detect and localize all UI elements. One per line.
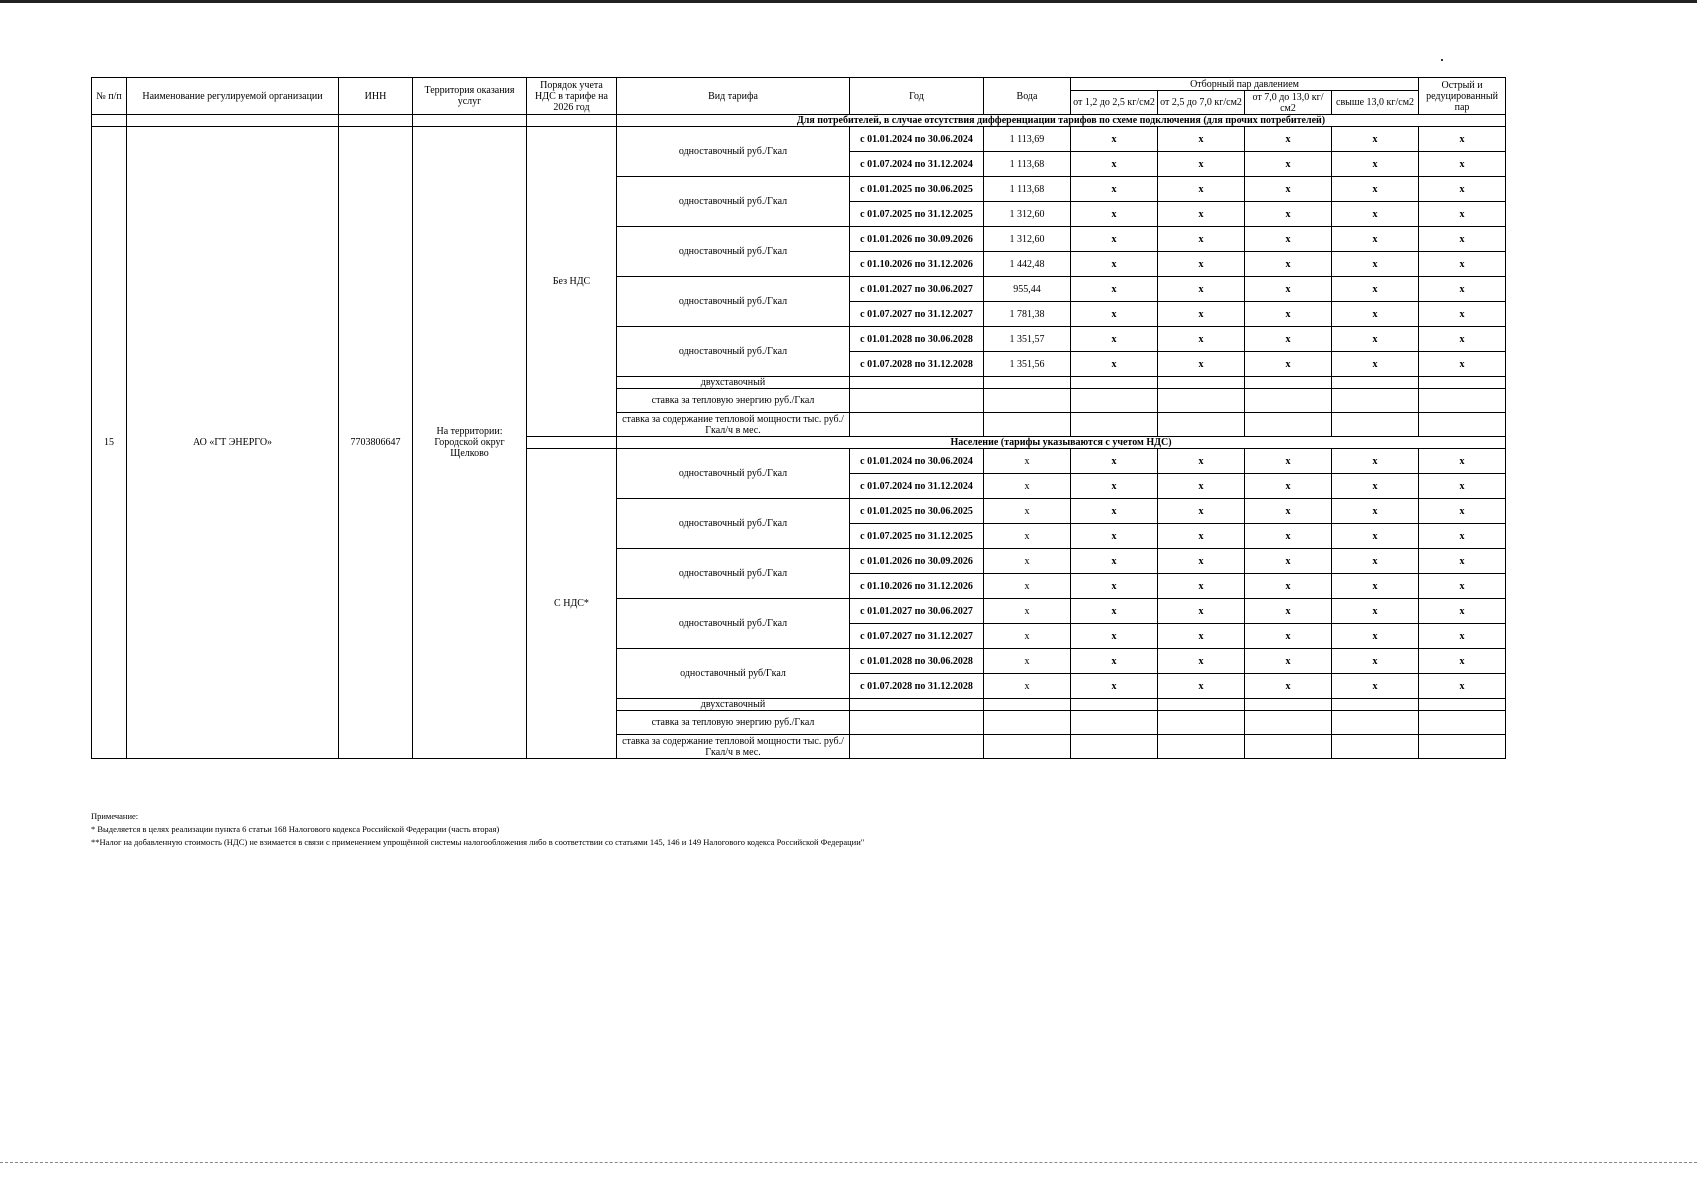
- x-mark: x: [1332, 524, 1419, 549]
- empty-cell: [1245, 699, 1332, 711]
- section-vat-cell: [527, 437, 617, 449]
- tariff-name: одноставочный руб./Гкал: [617, 127, 850, 177]
- header-steam-2: от 2,5 до 7,0 кг/см2: [1158, 91, 1245, 115]
- empty-cell: [1245, 711, 1332, 735]
- x-mark: x: [1071, 302, 1158, 327]
- x-mark: x: [1332, 127, 1419, 152]
- x-mark: x: [1419, 252, 1506, 277]
- period-cell: с 01.01.2025 по 30.06.2025: [850, 177, 984, 202]
- section-territory-cell: [413, 115, 527, 127]
- empty-cell: [850, 735, 984, 759]
- header-steam-1: от 1,2 до 2,5 кг/см2: [1071, 91, 1158, 115]
- empty-cell: [1332, 389, 1419, 413]
- x-mark: x: [1071, 227, 1158, 252]
- x-mark: x: [1419, 549, 1506, 574]
- header-vat-order: Порядок учета НДС в тарифе на 2026 год: [527, 78, 617, 115]
- x-mark: x: [1158, 549, 1245, 574]
- x-mark: x: [1245, 127, 1332, 152]
- empty-cell: [1332, 711, 1419, 735]
- period-cell: с 01.10.2026 по 31.12.2026: [850, 574, 984, 599]
- tariff-name: одноставочный руб./Гкал: [617, 549, 850, 599]
- tariff-name: одноставочный руб./Гкал: [617, 177, 850, 227]
- rate-energy-label: ставка за тепловую энергию руб./Гкал: [617, 711, 850, 735]
- empty-cell: [850, 699, 984, 711]
- water-value: x: [984, 549, 1071, 574]
- water-value: 1 113,68: [984, 177, 1071, 202]
- x-mark: x: [1158, 649, 1245, 674]
- x-mark: x: [1158, 449, 1245, 474]
- water-value: x: [984, 674, 1071, 699]
- empty-cell: [1245, 389, 1332, 413]
- org-num: 15: [92, 127, 127, 759]
- water-value: 1 312,60: [984, 202, 1071, 227]
- x-mark: x: [1245, 302, 1332, 327]
- section-inn-cell: [339, 115, 413, 127]
- empty-cell: [1071, 711, 1158, 735]
- tariff-name: одноставочный руб./Гкал: [617, 599, 850, 649]
- x-mark: x: [1245, 152, 1332, 177]
- two-part-label: двухставочный: [617, 377, 850, 389]
- x-mark: x: [1332, 277, 1419, 302]
- x-mark: x: [1245, 474, 1332, 499]
- x-mark: x: [1245, 327, 1332, 352]
- x-mark: x: [1158, 127, 1245, 152]
- empty-cell: [984, 735, 1071, 759]
- x-mark: x: [1158, 352, 1245, 377]
- section-vat-cell: [527, 115, 617, 127]
- x-mark: x: [1158, 599, 1245, 624]
- period-cell: с 01.07.2024 по 31.12.2024: [850, 474, 984, 499]
- vat-order-cell: Без НДС: [527, 127, 617, 437]
- empty-cell: [1071, 413, 1158, 437]
- section-title: Для потребителей, в случае отсутствия дифференциации тарифов по схеме подключения (для прочих потребителей): [617, 115, 1506, 127]
- x-mark: x: [1332, 574, 1419, 599]
- x-mark: x: [1419, 649, 1506, 674]
- empty-cell: [850, 413, 984, 437]
- x-mark: x: [1071, 674, 1158, 699]
- tariff-name: одноставочный руб./Гкал: [617, 499, 850, 549]
- x-mark: x: [1332, 152, 1419, 177]
- water-value: x: [984, 474, 1071, 499]
- empty-cell: [1419, 699, 1506, 711]
- x-mark: x: [1332, 202, 1419, 227]
- org-name: АО «ГТ ЭНЕРГО»: [127, 127, 339, 759]
- empty-cell: [1419, 389, 1506, 413]
- water-value: 1 113,68: [984, 152, 1071, 177]
- tariff-name: одноставочный руб./Гкал: [617, 227, 850, 277]
- tariff-name: одноставочный руб./Гкал: [617, 449, 850, 499]
- scan-bottom-edge: [0, 1162, 1697, 1163]
- period-cell: с 01.07.2024 по 31.12.2024: [850, 152, 984, 177]
- water-value: x: [984, 649, 1071, 674]
- x-mark: x: [1071, 624, 1158, 649]
- period-cell: с 01.01.2024 по 30.06.2024: [850, 127, 984, 152]
- x-mark: x: [1419, 624, 1506, 649]
- period-cell: с 01.01.2028 по 30.06.2028: [850, 327, 984, 352]
- water-value: 955,44: [984, 277, 1071, 302]
- x-mark: x: [1419, 202, 1506, 227]
- x-mark: x: [1245, 449, 1332, 474]
- water-value: 1 351,56: [984, 352, 1071, 377]
- x-mark: x: [1419, 352, 1506, 377]
- empty-cell: [850, 389, 984, 413]
- water-value: 1 113,69: [984, 127, 1071, 152]
- water-value: x: [984, 574, 1071, 599]
- x-mark: x: [1419, 499, 1506, 524]
- x-mark: x: [1419, 474, 1506, 499]
- header-num: № п/п: [92, 78, 127, 115]
- period-cell: с 01.01.2026 по 30.09.2026: [850, 549, 984, 574]
- x-mark: x: [1332, 302, 1419, 327]
- header-tariff-type: Вид тарифа: [617, 78, 850, 115]
- empty-cell: [1245, 377, 1332, 389]
- empty-cell: [1158, 711, 1245, 735]
- water-value: x: [984, 499, 1071, 524]
- x-mark: x: [1071, 599, 1158, 624]
- x-mark: x: [1332, 474, 1419, 499]
- x-mark: x: [1419, 327, 1506, 352]
- x-mark: x: [1158, 302, 1245, 327]
- section-num-cell: [92, 115, 127, 127]
- x-mark: x: [1245, 252, 1332, 277]
- header-water: Вода: [984, 78, 1071, 115]
- header-inn: ИНН: [339, 78, 413, 115]
- x-mark: x: [1158, 624, 1245, 649]
- section-org-cell: [127, 115, 339, 127]
- empty-cell: [1158, 389, 1245, 413]
- x-mark: x: [1071, 277, 1158, 302]
- empty-cell: [1332, 699, 1419, 711]
- x-mark: x: [1419, 449, 1506, 474]
- period-cell: с 01.07.2025 по 31.12.2025: [850, 202, 984, 227]
- x-mark: x: [1158, 227, 1245, 252]
- empty-cell: [850, 377, 984, 389]
- empty-cell: [1419, 735, 1506, 759]
- water-value: x: [984, 449, 1071, 474]
- x-mark: x: [1245, 177, 1332, 202]
- empty-cell: [1071, 377, 1158, 389]
- org-territory: На территории: Городской округ Щелково: [413, 127, 527, 759]
- empty-cell: [1158, 377, 1245, 389]
- period-cell: с 01.07.2025 по 31.12.2025: [850, 524, 984, 549]
- empty-cell: [1071, 699, 1158, 711]
- empty-cell: [1158, 699, 1245, 711]
- x-mark: x: [1419, 127, 1506, 152]
- x-mark: x: [1419, 674, 1506, 699]
- x-mark: x: [1245, 277, 1332, 302]
- period-cell: с 01.01.2027 по 30.06.2027: [850, 277, 984, 302]
- x-mark: x: [1332, 549, 1419, 574]
- x-mark: x: [1419, 227, 1506, 252]
- x-mark: x: [1332, 227, 1419, 252]
- period-cell: с 01.01.2028 по 30.06.2028: [850, 649, 984, 674]
- x-mark: x: [1332, 624, 1419, 649]
- empty-cell: [1332, 413, 1419, 437]
- empty-cell: [1071, 389, 1158, 413]
- notes-title: Примечание:: [91, 811, 139, 821]
- empty-cell: [1419, 711, 1506, 735]
- x-mark: x: [1158, 252, 1245, 277]
- x-mark: x: [1158, 327, 1245, 352]
- empty-cell: [1419, 413, 1506, 437]
- org-inn: 7703806647: [339, 127, 413, 759]
- x-mark: x: [1071, 574, 1158, 599]
- section-title: Население (тарифы указываются с учетом НДС): [617, 437, 1506, 449]
- header-steam-3: от 7,0 до 13,0 кг/см2: [1245, 91, 1332, 115]
- period-cell: с 01.01.2025 по 30.06.2025: [850, 499, 984, 524]
- header-year: Год: [850, 78, 984, 115]
- x-mark: x: [1071, 327, 1158, 352]
- x-mark: x: [1071, 524, 1158, 549]
- x-mark: x: [1245, 599, 1332, 624]
- period-cell: с 01.01.2024 по 30.06.2024: [850, 449, 984, 474]
- header-territory: Территория оказания услуг: [413, 78, 527, 115]
- period-cell: с 01.10.2026 по 31.12.2026: [850, 252, 984, 277]
- x-mark: x: [1419, 574, 1506, 599]
- empty-cell: [1158, 413, 1245, 437]
- scan-speck: [1441, 59, 1443, 61]
- rate-capacity-label: ставка за содержание тепловой мощности тыс. руб./Гкал/ч в мес.: [617, 413, 850, 437]
- notes-line-2: **Налог на добавленную стоимость (НДС) не взимается в связи с применением упрощённой системы налогообложения либо в соответствии со статьями 145, 146 и 149 Налогового кодекса Российской Федерации": [91, 837, 865, 847]
- x-mark: x: [1245, 352, 1332, 377]
- rate-capacity-label: ставка за содержание тепловой мощности тыс. руб./Гкал/ч в мес.: [617, 735, 850, 759]
- tariff-table: [91, 77, 1506, 759]
- x-mark: x: [1071, 449, 1158, 474]
- empty-cell: [1332, 735, 1419, 759]
- header-steam-group: Отборный пар давлением: [1071, 78, 1419, 91]
- x-mark: x: [1071, 127, 1158, 152]
- table-row: [92, 127, 1506, 152]
- period-cell: с 01.07.2028 по 31.12.2028: [850, 352, 984, 377]
- header-org: Наименование регулируемой организации: [127, 78, 339, 115]
- x-mark: x: [1158, 202, 1245, 227]
- x-mark: x: [1071, 352, 1158, 377]
- rate-energy-label: ставка за тепловую энергию руб./Гкал: [617, 389, 850, 413]
- water-value: x: [984, 624, 1071, 649]
- x-mark: x: [1419, 302, 1506, 327]
- empty-cell: [850, 711, 984, 735]
- x-mark: x: [1158, 152, 1245, 177]
- period-cell: с 01.01.2027 по 30.06.2027: [850, 599, 984, 624]
- x-mark: x: [1332, 599, 1419, 624]
- x-mark: x: [1332, 327, 1419, 352]
- water-value: x: [984, 599, 1071, 624]
- empty-cell: [984, 389, 1071, 413]
- notes-line-1: * Выделяется в целях реализации пункта 6 статьи 168 Налогового кодекса Российской Федерации (часть вторая): [91, 824, 500, 834]
- empty-cell: [984, 699, 1071, 711]
- empty-cell: [1332, 377, 1419, 389]
- x-mark: x: [1071, 499, 1158, 524]
- x-mark: x: [1332, 674, 1419, 699]
- water-value: 1 781,38: [984, 302, 1071, 327]
- x-mark: x: [1158, 674, 1245, 699]
- x-mark: x: [1245, 549, 1332, 574]
- empty-cell: [1071, 735, 1158, 759]
- x-mark: x: [1071, 252, 1158, 277]
- x-mark: x: [1071, 202, 1158, 227]
- empty-cell: [984, 413, 1071, 437]
- two-part-label: двухставочный: [617, 699, 850, 711]
- tariff-name: одноставочный руб/Гкал: [617, 649, 850, 699]
- x-mark: x: [1332, 499, 1419, 524]
- x-mark: x: [1419, 277, 1506, 302]
- x-mark: x: [1245, 574, 1332, 599]
- x-mark: x: [1245, 524, 1332, 549]
- x-mark: x: [1158, 499, 1245, 524]
- water-value: 1 351,57: [984, 327, 1071, 352]
- x-mark: x: [1071, 549, 1158, 574]
- x-mark: x: [1071, 177, 1158, 202]
- section-row: [92, 115, 1506, 127]
- x-mark: x: [1245, 674, 1332, 699]
- empty-cell: [1158, 735, 1245, 759]
- water-value: 1 312,60: [984, 227, 1071, 252]
- x-mark: x: [1158, 277, 1245, 302]
- x-mark: x: [1245, 499, 1332, 524]
- vat-order-cell: С НДС*: [527, 449, 617, 759]
- empty-cell: [984, 711, 1071, 735]
- empty-cell: [1245, 735, 1332, 759]
- x-mark: x: [1332, 649, 1419, 674]
- scan-top-edge: [0, 0, 1697, 3]
- period-cell: с 01.01.2026 по 30.09.2026: [850, 227, 984, 252]
- water-value: x: [984, 524, 1071, 549]
- water-value: 1 442,48: [984, 252, 1071, 277]
- period-cell: с 01.07.2027 по 31.12.2027: [850, 302, 984, 327]
- tariff-name: одноставочный руб./Гкал: [617, 327, 850, 377]
- x-mark: x: [1245, 649, 1332, 674]
- x-mark: x: [1419, 152, 1506, 177]
- empty-cell: [1419, 377, 1506, 389]
- period-cell: с 01.07.2028 по 31.12.2028: [850, 674, 984, 699]
- x-mark: x: [1158, 177, 1245, 202]
- x-mark: x: [1419, 177, 1506, 202]
- empty-cell: [984, 377, 1071, 389]
- x-mark: x: [1245, 202, 1332, 227]
- x-mark: x: [1158, 524, 1245, 549]
- x-mark: x: [1071, 152, 1158, 177]
- x-mark: x: [1332, 352, 1419, 377]
- header-sharp-steam: Острый и редуцированный пар: [1419, 78, 1506, 115]
- notes: [91, 810, 864, 849]
- x-mark: x: [1158, 574, 1245, 599]
- period-cell: с 01.07.2027 по 31.12.2027: [850, 624, 984, 649]
- x-mark: x: [1332, 177, 1419, 202]
- x-mark: x: [1332, 449, 1419, 474]
- x-mark: x: [1245, 624, 1332, 649]
- x-mark: x: [1332, 252, 1419, 277]
- x-mark: x: [1419, 524, 1506, 549]
- x-mark: x: [1419, 599, 1506, 624]
- x-mark: x: [1071, 474, 1158, 499]
- x-mark: x: [1245, 227, 1332, 252]
- tariff-name: одноставочный руб./Гкал: [617, 277, 850, 327]
- x-mark: x: [1071, 649, 1158, 674]
- empty-cell: [1245, 413, 1332, 437]
- header-steam-4: свыше 13,0 кг/см2: [1332, 91, 1419, 115]
- x-mark: x: [1158, 474, 1245, 499]
